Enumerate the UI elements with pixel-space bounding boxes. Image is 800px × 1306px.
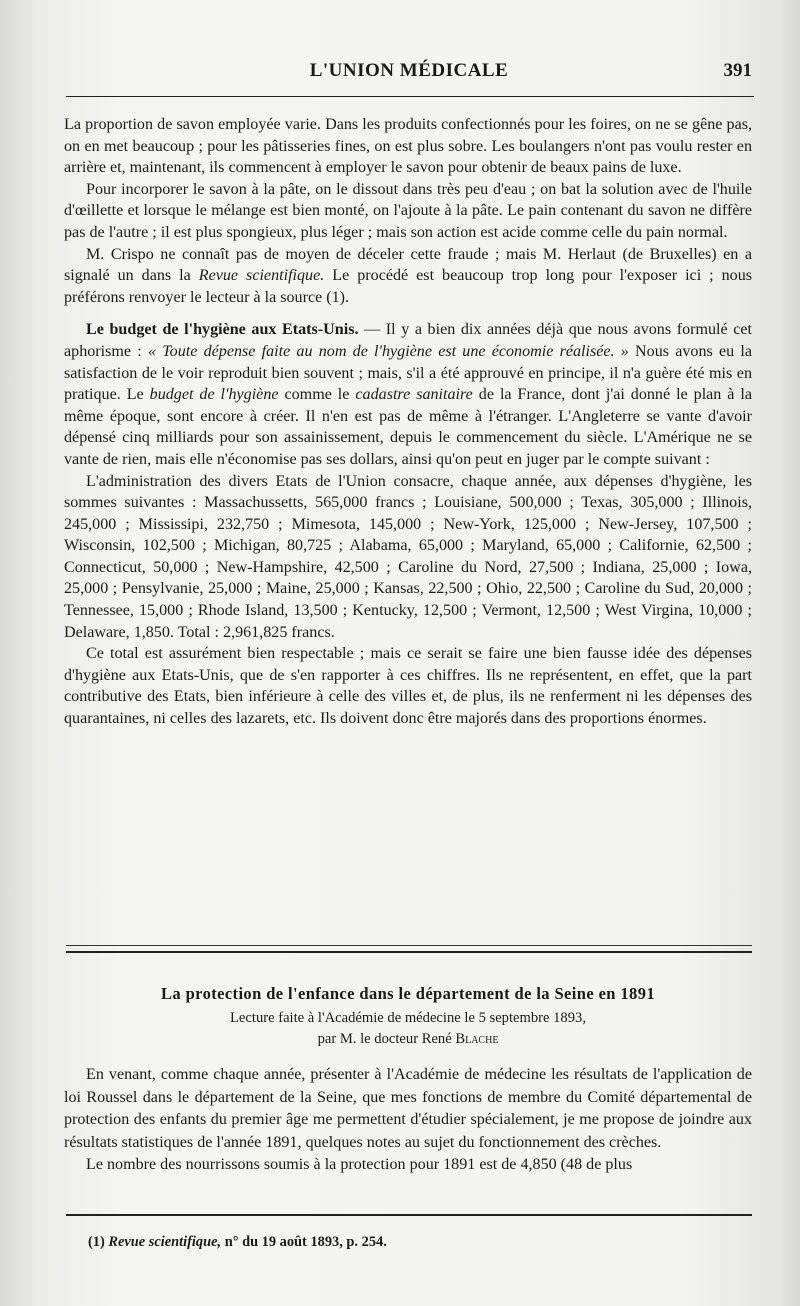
paragraph-crispo-end: Le procédé est beaucoup trop long pour l'exposer ici ; nous préférons renvoyer le lecteur à la source (1). bbox=[64, 267, 753, 306]
article-paragraph-1: En venant, comme chaque année, présenter à l'Académie de médecine les résultats de l'application de loi Roussel dans le département de la Seine, que mes fonctions de membre du Comité départemental de protection des enfants du premier âge me permettent d'étudier spécialement, je me propose de joindre aux résultats statistiques de l'année 1891, quelques notes au sujet du fonctionnement des crèches. bbox=[64, 1066, 752, 1151]
footnote-rule bbox=[66, 1214, 752, 1216]
paragraph-soap-proportion: La proportion de savon employée varie. Dans les produits confectionnés pour les foires, on ne se gêne pas, on en met beaucoup ; pour les pâtisseries fines, on est plus sobre. Les boulangers n'ont pas voulu rester en arrière et, maintenant, ils commencent à employer le savon pour obtenir de beaux pains de luxe. bbox=[64, 116, 752, 177]
article-paragraph-2: Le nombre des nourrissons soumis à la protection pour 1891 est de 4,850 (48 de plus bbox=[86, 1156, 633, 1174]
paragraph-crispo-text: M. Crispo ne connaît pas de moyen de déceler cette fraude ; mais M. Herlaut (de Bruxelles) en a signalé un dans la bbox=[64, 245, 752, 285]
paragraph-total-comment: Ce total est assurément bien respectable ; mais ce serait se faire une bien fausse idée des dépenses d'hygiène aux Etats-Unis, que de s'en rapporter à ces chiffres. Ils ne représentent, en effet, que la part contributive des Etats, bien inférieure à celle des villes et, de plus, ils ne renferment ni les dépenses des quarantaines, ni celles des lazarets, etc. Ils doivent donc être majorés dans des proportions énormes. bbox=[64, 645, 752, 728]
section-divider bbox=[66, 945, 752, 953]
budget-text-b: Nous avons eu la satisfaction de le voir reproduit bien souvent ; mais, s'il a été approuvé en principe, il n'a guère été mis en pratique. Le bbox=[64, 342, 752, 404]
footnote-reference: n° du 19 août 1893, p. 254. bbox=[224, 1234, 387, 1250]
cadastre-term: cadastre sanitaire bbox=[355, 386, 473, 404]
article-subtitle: Lecture faite à l'Académie de médecine le 5 septembre 1893, bbox=[230, 1010, 586, 1026]
article-title: La protection de l'enfance dans le département de la Seine en 1891 bbox=[160, 984, 656, 1003]
author-name: Blache bbox=[455, 1031, 499, 1047]
article-body bbox=[64, 1064, 752, 1177]
paragraph-state-expenses: L'administration des divers Etats de l'Union consacre, chaque année, aux dépenses d'hygiène, les sommes suivantes : Massachussetts, 565,000 francs ; Louisiane, 500,000 ; Texas, 305,000 ; Illinois, 245,000 ; Mississipi, 232,750 ; Mimesota, 145,000 ; New-York, 125,000 ; New-Jersey, 107,500 ; Wisconsin, 102,500 ; Michigan, 80,725 ; Alabama, 65,000 ; Maryland, 65,000 ; Californie, 62,500 ; Connecticut, 50,000 ; New-Hampshire, 42,500 ; Caroline du Nord, 27,500 ; Indiana, 25,000 ; Iowa, 25,000 ; Pensylvanie, 25,000 ; Maine, 25,000 ; Kansas, 22,500 ; Ohio, 22,500 ; Caroline du Sud, 20,000 ; Tennessee, 15,000 ; Rhode Island, 13,500 ; Kentucky, 12,500 ; Vermont, 12,500 ; West Virgina, 10,000 ; Delaware, 1,850. Total : 2,961,825 francs. bbox=[64, 472, 752, 641]
running-title: L'UNION MÉDICALE bbox=[309, 60, 509, 81]
footnote-marker: (1) bbox=[88, 1234, 105, 1250]
budget-hygiene-term: budget de l'hygiène bbox=[149, 386, 279, 404]
article-author bbox=[64, 1029, 752, 1050]
paragraph-soap-incorporation: Pour incorporer le savon à la pâte, on le dissout dans très peu d'eau ; on bat la solution avec de l'huile d'œillette et lorsque le mélange est bien monté, on l'ajoute à la pâte. Le pain contenant du savon ne diffère pas de l'autre ; il est plus spongieux, plus léger ; mais son action est acide comme celle du pain normal. bbox=[64, 180, 752, 241]
footnote-journal: Revue scientifique, bbox=[108, 1234, 222, 1250]
article-protection-enfance bbox=[64, 982, 752, 1177]
running-head bbox=[66, 58, 752, 88]
main-text bbox=[64, 114, 752, 730]
journal-title: Revue scientifique. bbox=[198, 267, 325, 285]
page-number: 391 bbox=[723, 60, 752, 81]
aphorism-quote: « Toute dépense faite au nom de l'hygiène est une économie réalisée. » bbox=[147, 342, 629, 360]
footnote bbox=[88, 1232, 748, 1252]
budget-text-a: — Il y a bien dix années déjà que nous avons formulé cet aphorisme : bbox=[64, 321, 752, 360]
header-rule bbox=[66, 96, 754, 97]
paragraph-budget-intro bbox=[64, 319, 752, 470]
section-heading-budget: Le budget de l'hygiène aux Etats-Unis. bbox=[86, 321, 359, 339]
budget-text-c: comme le bbox=[284, 386, 350, 404]
paragraph-crispo bbox=[64, 244, 752, 309]
budget-text-d: de la France, dont j'ai donné le plan à la même époque, sont encore à créer. Il n'en est pas de même à l'étranger. L'Angleterre se vante d'avoir dépensé cinq milliards pour son assainissement, depuis le commencement du siècle. L'Amérique ne se vante de rien, mais elle n'économise pas ses dollars, ainsi qu'on peut en juger par le compte suivant : bbox=[64, 386, 753, 468]
author-prefix: par M. le docteur René bbox=[317, 1031, 452, 1047]
